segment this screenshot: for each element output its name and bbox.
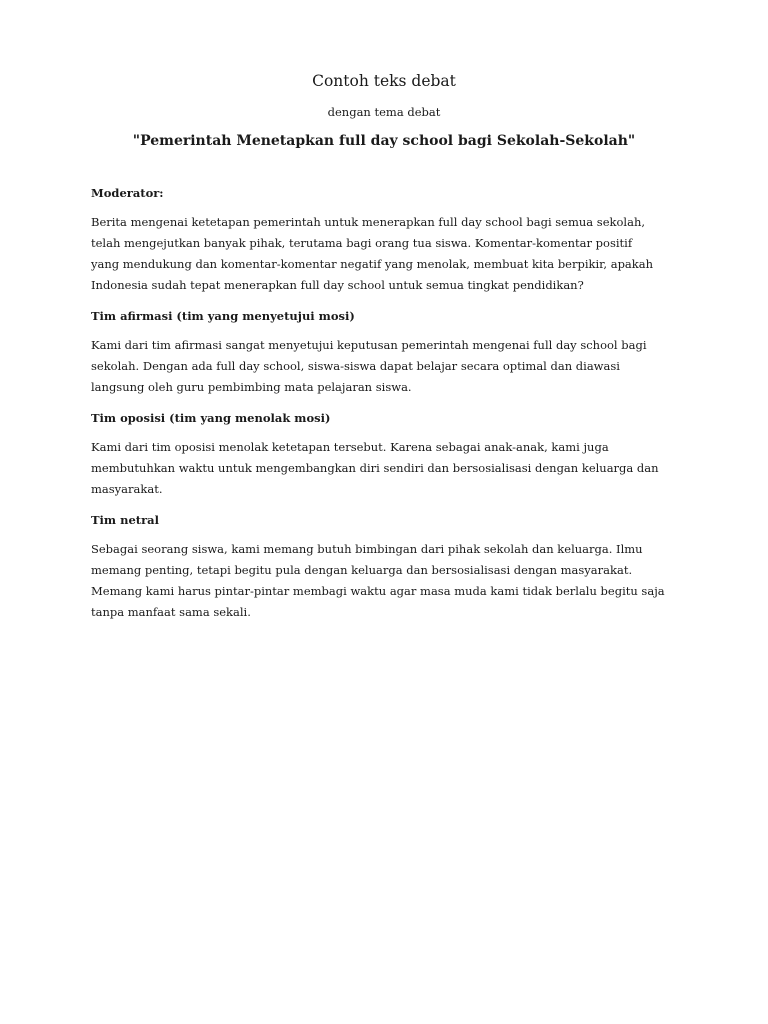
section-text-oposisi: Kami dari tim oposisi menolak ketetapan tersebut. Karena sebagai anak-anak, kami juga membutuhkan waktu untuk mengembangkan diri sendiri dan bersosialisasi dengan keluarga dan masyarakat. xyxy=(91,440,659,496)
section-text-moderator: Berita mengenai ketetapan pemerintah untuk menerapkan full day school bagi semua sekolah, telah mengejutkan banyak pihak, terutama bagi orang tua siswa. Komentar-komentar positif yang mendukung dan komentar-komentar negatif yang menolak, membuat kita berpikir, apakah Indonesia sudah tepat menerapkan full day school untuk semua tingkat pendidikan? xyxy=(91,215,654,292)
document-title: Contoh teks debat xyxy=(312,72,456,90)
section-heading-moderator: Moderator: xyxy=(91,186,164,200)
document-body xyxy=(91,183,691,623)
section-text-netral: Sebagai seorang siswa, kami memang butuh bimbingan dari pihak sekolah dan keluarga. Ilmu memang penting, tetapi begitu pula dengan keluarga dan bersosialisasi dengan masyarakat. Memang kami harus pintar-pintar membagi waktu agar masa muda kami tidak berlalu begitu saja tanpa manfaat sama sekali. xyxy=(91,542,665,619)
section-heading-afirmasi: Tim afirmasi (tim yang menyetujui mosi) xyxy=(91,309,355,323)
section-heading-netral: Tim netral xyxy=(91,513,159,527)
debate-theme: "Pemerintah Menetapkan full day school bagi Sekolah-Sekolah" xyxy=(132,133,636,149)
document-subtitle: dengan tema debat xyxy=(327,105,441,119)
section-text-afirmasi: Kami dari tim afirmasi sangat menyetujui keputusan pemerintah mengenai full day school bagi sekolah. Dengan ada full day school, siswa-siswa dapat belajar secara optimal dan diawasi langsung oleh guru pembimbing mata pelajaran siswa. xyxy=(91,338,647,394)
section-heading-oposisi: Tim oposisi (tim yang menolak mosi) xyxy=(91,411,331,425)
